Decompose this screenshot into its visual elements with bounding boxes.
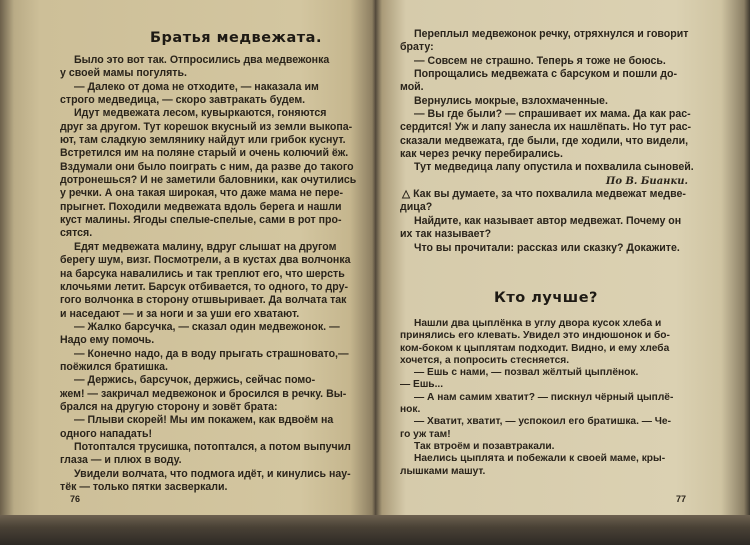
text-line: ком-боком к цыплятам подходит. Видно, и ему хлеба: [400, 342, 670, 354]
text-line: Было это вот так. Отпросились два медвежонка: [74, 54, 330, 66]
text-line: — Держись, барсучок, держись, сейчас помо-: [74, 374, 316, 387]
text-line: Потоптался трусишка, потоптался, а потом выпучил: [74, 440, 351, 453]
text-line: Попрощались медвежата с барсуком и пошли до-: [414, 68, 677, 81]
text-line: строго медведица, — скоро завтракать будем.: [60, 94, 306, 107]
text-line: одного нападать!: [60, 427, 153, 440]
text-line: как через речку перебирались.: [400, 148, 563, 161]
text-line: хочется, а попросить стесняется.: [400, 354, 570, 366]
text-line: Тут медведица лапу опустила и похвалила сыновей.: [414, 161, 694, 174]
text-line: нок.: [400, 404, 421, 416]
question-line: Найдите, как называет автор медвежат. Почему он: [414, 214, 682, 227]
right-page-text-bottom: [400, 318, 690, 478]
left-page: [0, 0, 376, 530]
story-title-2: Кто лучше?: [494, 290, 598, 306]
text-line: — Конечно надо, да в воду прыгать страшновато,—: [74, 347, 349, 360]
text-line: клочьями летит. Барсук отбивается, то одного, то дру-: [60, 280, 348, 293]
text-line: прыгнет. Походили медвежата вдоль берега и нашли: [60, 200, 342, 213]
text-line: принялись его клевать. Увидел это индюшонок и бо-: [400, 330, 670, 342]
book-edge: [0, 515, 750, 545]
author-attribution: По В. Бианки.: [605, 175, 688, 187]
text-line: у речки. А она такая широкая, что даже мама не пере-: [60, 187, 343, 200]
question-line: их так называет?: [400, 228, 492, 241]
text-line: ют, там сладкую землянику найдут или грибок куснут.: [60, 134, 346, 147]
text-line: Надо ему помочь.: [60, 334, 155, 347]
text-line: — Ешь...: [400, 379, 444, 391]
text-line: сказали медвежата, где были, где ходили, что видели,: [400, 134, 689, 147]
text-line: дотронешься? И не заметили баловники, как очутились: [60, 174, 357, 187]
right-page: [376, 0, 750, 530]
text-line: жем! — закричал медвежонок и бросился в речку. Вы-: [60, 387, 347, 400]
text-line: Нашли два цыплёнка в углу двора кусок хлеба и: [414, 318, 662, 329]
left-page-text: [60, 54, 365, 494]
text-line: Наелись цыплята и побежали к своей маме, кры-: [414, 453, 666, 465]
page-number-left: 76: [70, 494, 81, 504]
text-line: берегу шум, визг. Посмотрели, а в кустах два волчонка: [60, 254, 351, 267]
text-line: мой.: [400, 81, 424, 94]
text-line: Переплыл медвежонок речку, отряхнулся и говорит: [414, 28, 689, 40]
question-line: △ Как вы думаете, за что похвалила медвежат медве-: [402, 188, 686, 201]
text-line: тёк — только пятки засверкали.: [60, 481, 228, 493]
text-line: Вернулись мокрые, взлохмаченные.: [414, 94, 608, 107]
text-line: куст малины. Ягоды спелые-спелые, сами в рот про-: [60, 214, 342, 227]
text-line: Вздумали они было поиграть с ним, да разве до такого: [60, 160, 354, 173]
text-line: Идут медвежата лесом, кувыркаются, гоняются: [74, 107, 327, 120]
text-line: — Далеко от дома не отходите, — наказала им: [74, 80, 319, 93]
text-line: и наседают — и за ноги и за уши его хватают.: [60, 307, 300, 320]
text-line: брался на другую сторону и зовёт брата:: [60, 400, 278, 413]
text-line: Увидели волчата, что подмога идёт, и кинулись нау-: [74, 467, 351, 480]
text-line: на барсука навалились и так треплют его, что шерсть: [60, 267, 345, 280]
text-line: лышками машут.: [400, 465, 486, 477]
question-line: дица?: [400, 201, 433, 214]
text-line: — Вы где были? — спрашивает их мама. Да как рас-: [414, 108, 691, 121]
text-line: сятся.: [60, 227, 93, 240]
question-line: Что вы прочитали: рассказ или сказку? Докажите.: [414, 241, 680, 254]
text-line: сердится! Уж и лапу занесла их нашлёпать. Но тут рас-: [400, 121, 692, 134]
right-page-text-top: [400, 28, 694, 255]
text-line: друг за другом. Тут корешок вкусный из земли выкопа-: [60, 120, 353, 133]
text-line: — Ешь с нами, — позвал жёлтый цыплёнок.: [414, 367, 639, 379]
text-line: — Жалко барсучка, — сказал один медвежонок. —: [74, 320, 340, 333]
text-line: брату:: [400, 41, 434, 54]
text-line: у своей мамы погулять.: [60, 67, 187, 80]
text-line: — А нам самим хватит? — пискнул чёрный цыплё-: [414, 391, 674, 403]
text-line: Встретился им на поляне старый и очень колючий ёж.: [60, 147, 349, 160]
text-line: Так втроём и позавтракали.: [414, 440, 555, 452]
text-line: — Плыви скорей! Мы им покажем, как вдвоём на: [74, 414, 334, 427]
text-line: го уж там!: [400, 428, 451, 440]
text-line: поёжился братишка.: [60, 360, 168, 373]
text-line: глаза — и плюх в воду.: [60, 454, 182, 467]
page-number-right: 77: [676, 494, 687, 504]
text-line: гого волчонка в сторону отшвыривает. Да волчата так: [60, 294, 347, 307]
story-title: Братья медвежата.: [150, 30, 322, 46]
text-line: — Совсем не страшно. Теперь я тоже не боюсь.: [414, 54, 666, 67]
text-line: — Хватит, хватит, — успокоил его братишка. — Че-: [414, 416, 671, 428]
text-line: Едят медвежата малину, вдруг слышат на другом: [74, 240, 337, 253]
